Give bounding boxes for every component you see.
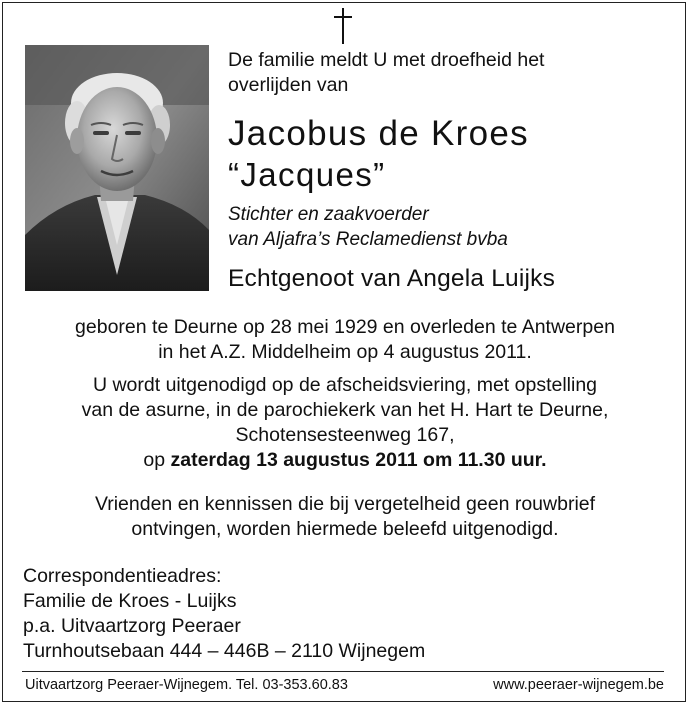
birth-death-info	[0, 315, 690, 365]
correspondence-line: Turnhoutsebaan 444 – 446B – 2110 Wijnegem	[23, 640, 426, 662]
intro-line: overlijden van	[228, 74, 349, 96]
intro-line: De familie meldt U met droefheid het	[228, 49, 545, 71]
correspondence-address	[23, 564, 523, 664]
correspondence-line: p.a. Uitvaartzorg Peeraer	[23, 615, 241, 637]
friends-line: ontvingen, worden hiermede beleefd uitgenodigd.	[131, 518, 559, 540]
invitation-date	[0, 448, 690, 473]
footer-divider	[22, 671, 664, 672]
role-line: Stichter en zaakvoerder	[228, 204, 429, 225]
spouse-line: Echtgenoot van Angela Luijks	[228, 265, 556, 292]
deceased-name: Jacobus de Kroes	[228, 114, 529, 153]
invitation-line: Schotensesteenweg 167,	[235, 424, 455, 446]
birth-line: in het A.Z. Middelheim op 4 augustus 2011.	[158, 341, 532, 363]
birth-line: geboren te Deurne op 28 mei 1929 en overleden te Antwerpen	[75, 316, 615, 338]
footer-website[interactable]: www.peeraer-wijnegem.be	[493, 677, 664, 693]
deceased-role	[228, 202, 678, 252]
role-line: van Aljafra’s Reclamedienst bvba	[228, 229, 508, 250]
invitation-line: van de asurne, in de parochiekerk van het H. Hart te Deurne,	[81, 399, 609, 421]
invitation	[0, 373, 690, 473]
date-bold: zaterdag 13 augustus 2011 om 11.30 uur.	[170, 449, 547, 471]
friends-notice	[0, 492, 690, 542]
correspondence-line: Familie de Kroes - Luijks	[23, 590, 237, 612]
portrait-photo	[25, 45, 209, 291]
deceased-nickname: “Jacques”	[228, 156, 386, 193]
friends-line: Vrienden en kennissen die bij vergetelheid geen rouwbrief	[94, 493, 596, 515]
correspondence-line: Correspondentieadres:	[23, 565, 222, 587]
invitation-line: U wordt uitgenodigd op de afscheidsviering, met opstelling	[92, 374, 598, 396]
intro-text	[228, 48, 668, 98]
footer-contact: Uitvaartzorg Peeraer-Wijnegem. Tel. 03-353.60.83	[25, 677, 348, 693]
date-prefix: op	[143, 449, 171, 471]
cross-icon	[330, 6, 356, 46]
